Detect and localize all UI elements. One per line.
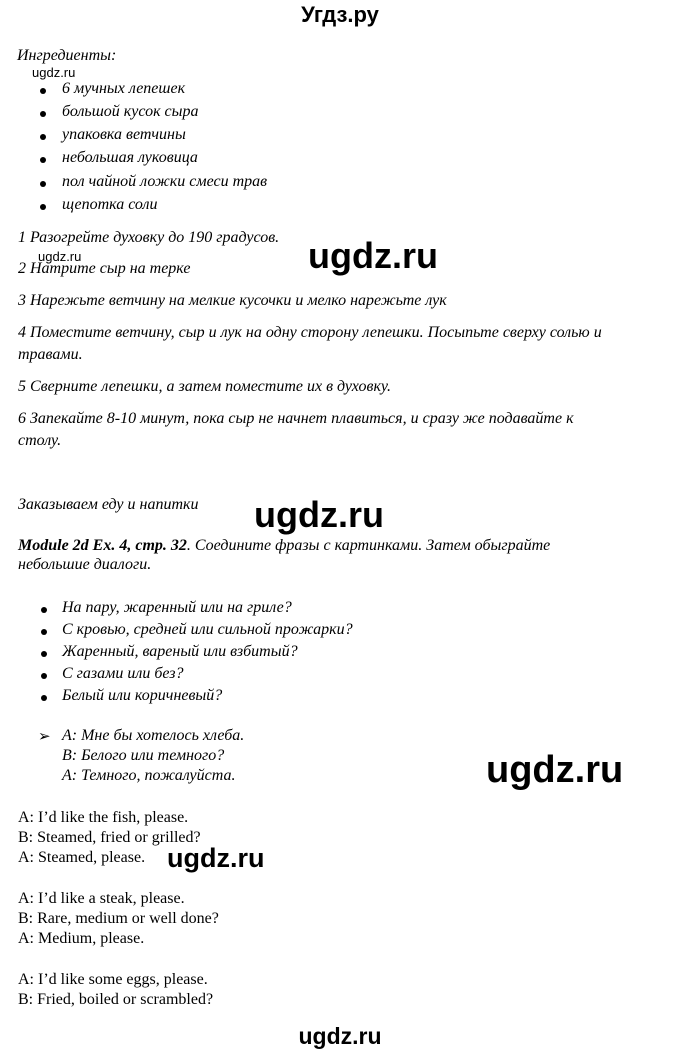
- watermark-large: ugdz.ru: [486, 749, 624, 791]
- bullet-icon: [41, 629, 47, 635]
- dialogue-line: A: Medium, please.: [18, 930, 145, 947]
- recipe-step: травами.: [18, 346, 83, 363]
- footer-watermark: ugdz.ru: [298, 1023, 382, 1049]
- watermark-small: ugdz.ru: [32, 65, 76, 80]
- dialogue-line: A: I’d like some eggs, please.: [18, 971, 208, 988]
- watermark-large: ugdz.ru: [308, 235, 438, 276]
- recipe-step: 4 Поместите ветчину, сыр и лук на одну сторону лепешки. Посыпьте сверху солью и: [18, 324, 602, 341]
- task-line-1: [18, 537, 550, 555]
- bullet-icon: [41, 673, 47, 679]
- watermark-large: ugdz.ru: [167, 843, 265, 873]
- dialogue-line: B: Rare, medium or well done?: [18, 910, 219, 927]
- recipe-step: столу.: [18, 432, 62, 449]
- bullet-icon: [41, 607, 47, 613]
- watermark-small: ugdz.ru: [38, 249, 82, 264]
- recipe-step: 2 Натрите сыр на терке: [18, 260, 191, 277]
- example-line: А: Мне бы хотелось хлеба.: [62, 727, 245, 744]
- recipe-step: 6 Запекайте 8-10 минут, пока сыр не начнет плавиться, и сразу же подавайте к: [18, 410, 574, 427]
- phrase-item: Белый или коричневый?: [62, 687, 223, 704]
- example-line: А: Темного, пожалуйста.: [62, 767, 236, 784]
- dialogue-line: A: I’d like the fish, please.: [18, 809, 189, 826]
- dialogue-line: A: Steamed, please.: [18, 849, 146, 866]
- ingredient-item: упаковка ветчины: [62, 126, 186, 143]
- task-reference: Module 2d Ex. 4, стр. 32: [18, 537, 187, 554]
- phrase-item: Жаренный, вареный или взбитый?: [62, 643, 298, 660]
- recipe-step: 5 Сверните лепешки, а затем поместите их в духовку.: [18, 378, 392, 395]
- task-line-2: небольшие диалоги.: [18, 556, 152, 573]
- bullet-icon: [40, 111, 46, 117]
- ingredient-item: щепотка соли: [62, 196, 158, 213]
- recipe-step: 3 Нарежьте ветчину на мелкие кусочки и мелко нарежьте лук: [18, 292, 447, 309]
- section-title: Заказываем еду и напитки: [18, 496, 199, 513]
- site-title: Угдз.ру: [301, 2, 379, 27]
- ingredient-item: большой кусок сыра: [62, 103, 199, 120]
- bullet-icon: [40, 204, 46, 210]
- bullet-icon: [40, 157, 46, 163]
- phrase-item: С газами или без?: [62, 665, 184, 682]
- dialogue-line: B: Steamed, fried or grilled?: [18, 829, 201, 846]
- bullet-icon: [41, 695, 47, 701]
- task-text: . Соедините фразы с картинками. Затем обыграйте: [186, 537, 551, 554]
- bullet-icon: [40, 181, 46, 187]
- dialogue-line: A: I’d like a steak, please.: [18, 890, 185, 907]
- phrase-item: На пару, жаренный или на гриле?: [62, 599, 292, 616]
- ingredients-heading: Ингредиенты:: [17, 47, 117, 64]
- ingredient-item: небольшая луковица: [62, 149, 198, 166]
- arrow-bullet-icon: ➢: [38, 729, 51, 745]
- watermark-large: ugdz.ru: [254, 494, 384, 535]
- phrase-item: С кровью, средней или сильной прожарки?: [62, 621, 353, 638]
- recipe-step: 1 Разогрейте духовку до 190 градусов.: [18, 229, 280, 246]
- bullet-icon: [41, 651, 47, 657]
- ingredient-item: пол чайной ложки смеси трав: [62, 173, 268, 190]
- bullet-icon: [40, 88, 46, 94]
- dialogue-line: B: Fried, boiled or scrambled?: [18, 991, 214, 1008]
- bullet-icon: [40, 134, 46, 140]
- example-line: В: Белого или темного?: [62, 747, 225, 764]
- ingredient-item: 6 мучных лепешек: [62, 80, 186, 97]
